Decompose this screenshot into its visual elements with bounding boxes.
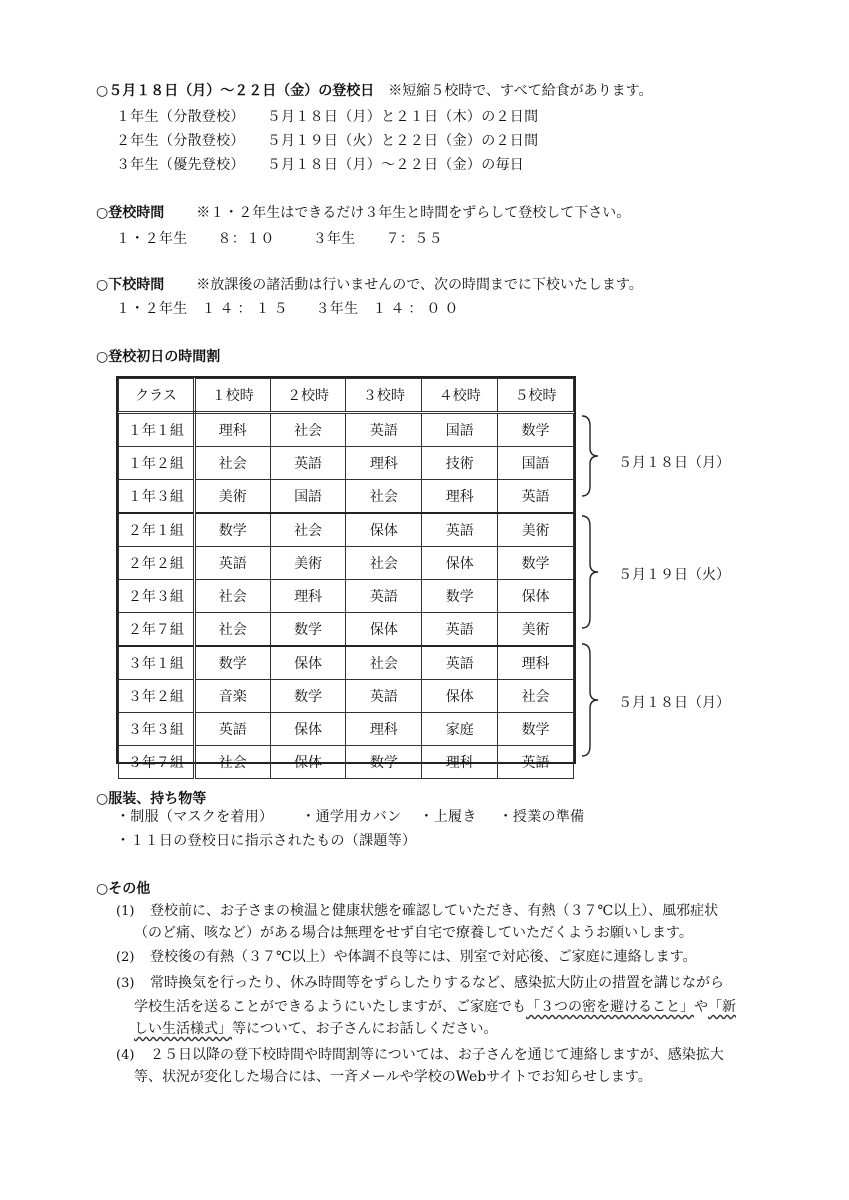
note-3-line-2-text: 学校生活を送ることができるようにいたしますが、ご家庭でも xyxy=(134,999,526,1015)
section-3-note: ※放課後の諸活動は行いませんので、次の時間までに下校いたします。 xyxy=(196,277,643,293)
note-1 xyxy=(150,900,790,922)
section-4-heading: ○登校初日の時間割 xyxy=(96,349,221,365)
brace-group-3 xyxy=(580,642,604,758)
timetable-subject-cell: 数学 xyxy=(346,746,422,779)
timetable-subject-cell: 英語 xyxy=(422,613,498,647)
note-4-line-1: ２５日以降の登下校時間や時間割等については、お子さんを通じて連絡しますが、感染拡大 xyxy=(150,1047,724,1063)
new-lifestyle-phrase-start: 「新 xyxy=(708,999,736,1015)
timetable-subject-cell: 理科 xyxy=(270,580,346,613)
section-5-heading: ○服装、持ち物等 xyxy=(96,791,207,807)
timetable-subject-cell: 家庭 xyxy=(422,713,498,746)
timetable-subject-cell: 数学 xyxy=(194,513,270,547)
dismissal-g12-time: １４：１５ xyxy=(201,301,292,317)
timetable-subject-cell: 英語 xyxy=(346,580,422,613)
timetable-subject-cell: 英語 xyxy=(346,680,422,713)
timetable-subject-cell: 国語 xyxy=(270,480,346,514)
section-2-note: ※１・２年生はできるだけ３年生と時間をずらして登校して下さい。 xyxy=(196,205,631,221)
timetable-subject-cell: 社会 xyxy=(346,646,422,680)
section-2-heading-text: ○登校時間 xyxy=(96,205,165,221)
timetable-subject-cell: 保体 xyxy=(270,646,346,680)
timetable-subject-cell: 保体 xyxy=(422,547,498,580)
item-uniform: ・制服（マスクを着用） xyxy=(116,809,274,825)
timetable-subject-cell: 英語 xyxy=(422,646,498,680)
timetable-row xyxy=(119,680,574,713)
timetable-subject-cell: 数学 xyxy=(498,713,574,746)
new-lifestyle-phrase-end: しい生活様式」 xyxy=(134,1021,232,1037)
timetable-subject-cell: 数学 xyxy=(270,613,346,647)
item-bag: ・通学用カバン xyxy=(301,809,402,825)
arrival-g12-label: １・２年生 xyxy=(116,231,188,247)
timetable-subject-cell: 保体 xyxy=(498,580,574,613)
timetable-subject-cell: 理科 xyxy=(346,713,422,746)
timetable-subject-cell: 英語 xyxy=(498,746,574,779)
grade1-schedule xyxy=(116,106,538,126)
note-4 xyxy=(150,1044,800,1066)
timetable-row xyxy=(119,580,574,613)
timetable-class-cell: ３年２組 xyxy=(119,680,195,713)
timetable-subject-cell: 技術 xyxy=(422,447,498,480)
belongings-line-2: ・１１日の登校日に指示されたもの（課題等） xyxy=(116,833,417,849)
timetable-class-cell: ２年７組 xyxy=(119,613,195,647)
timetable-subject-cell: 国語 xyxy=(498,447,574,480)
timetable-subject-cell: 理科 xyxy=(346,447,422,480)
timetable-subject-cell: 保体 xyxy=(346,613,422,647)
timetable-subject-cell: 社会 xyxy=(194,447,270,480)
timetable-row xyxy=(119,513,574,547)
section-1-heading-text: ○５月１８日（月）〜２２日（金）の登校日 xyxy=(96,83,375,99)
timetable-subject-cell: 数学 xyxy=(422,580,498,613)
dismissal-g3-time: １４：００ xyxy=(372,301,463,317)
grade2-detail: ５月１９日（火）と２２日（金）の２日間 xyxy=(266,133,539,149)
timetable-subject-cell: 保体 xyxy=(422,680,498,713)
timetable-subject-cell: 英語 xyxy=(194,713,270,746)
timetable-header-cell: ４校時 xyxy=(422,379,498,413)
note-1-line-1: 登校前に、お子さまの検温と健康状態を確認していただき、有熱（３７℃以上）、風邪症状 xyxy=(150,903,719,919)
note-3-line-1: 常時換気を行ったり、休み時間等をずらしたりするなど、感染拡大防止の措置を講じながら xyxy=(150,975,724,991)
section-3-heading-text: ○下校時間 xyxy=(96,277,165,293)
timetable-subject-cell: 数学 xyxy=(270,680,346,713)
grade3-detail: ５月１８日（月）〜２２日（金）の毎日 xyxy=(266,157,525,173)
timetable-subject-cell: 理科 xyxy=(194,413,270,447)
section-1-heading xyxy=(96,80,653,100)
timetable-row xyxy=(119,613,574,647)
grade3-label: ３年生（優先登校） xyxy=(116,157,245,173)
timetable-row xyxy=(119,447,574,480)
brace-group-2 xyxy=(580,514,604,630)
note-2 xyxy=(150,946,790,968)
timetable-class-cell: ２年１組 xyxy=(119,513,195,547)
timetable-subject-cell: 英語 xyxy=(498,480,574,514)
note-4-line-2: 等、状況が変化した場合には、一斉メールや学校のWebサイトでお知らせします。 xyxy=(134,1069,652,1085)
timetable xyxy=(116,376,576,771)
section-6-heading: ○その他 xyxy=(96,881,151,897)
note-2-number: (2) xyxy=(116,950,135,965)
timetable-subject-cell: 数学 xyxy=(498,413,574,447)
timetable-subject-cell: 社会 xyxy=(346,480,422,514)
timetable-subject-cell: 社会 xyxy=(270,413,346,447)
grade1-detail: ５月１８日（月）と２１日（木）の２日間 xyxy=(266,109,539,125)
item-indoor-shoes: ・上履き xyxy=(419,809,477,825)
note-3-line-3-text: 等について、お子さんにお話しください。 xyxy=(232,1021,498,1037)
dismissal-g12-label: １・２年生 xyxy=(116,301,188,317)
timetable-subject-cell: 美術 xyxy=(498,613,574,647)
timetable-subject-cell: 国語 xyxy=(422,413,498,447)
grade2-label: ２年生（分散登校） xyxy=(116,133,245,149)
timetable-subject-cell: 数学 xyxy=(498,547,574,580)
timetable-subject-cell: 保体 xyxy=(270,746,346,779)
timetable-class-cell: ３年１組 xyxy=(119,646,195,680)
note-2-line-1: 登校後の有熱（３７℃以上）や体調不良等には、別室で対応後、ご家庭に連絡します。 xyxy=(150,949,697,965)
note-3 xyxy=(150,972,790,994)
note-4-number: (4) xyxy=(116,1048,135,1063)
timetable-row xyxy=(119,480,574,514)
timetable-header-cell: クラス xyxy=(119,379,195,413)
timetable-row xyxy=(119,646,574,680)
arrival-g12-time: ８：１０ xyxy=(217,231,275,247)
timetable-subject-cell: 美術 xyxy=(270,547,346,580)
timetable-class-cell: ３年７組 xyxy=(119,746,195,779)
timetable-subject-cell: 理科 xyxy=(498,646,574,680)
section-2-heading xyxy=(96,202,630,222)
item-class-prep: ・授業の準備 xyxy=(498,809,585,825)
note-4-cont xyxy=(134,1066,804,1088)
timetable-class-cell: ３年３組 xyxy=(119,713,195,746)
timetable-subject-cell: 社会 xyxy=(194,580,270,613)
group-3-date: ５月１８日（月） xyxy=(618,695,730,711)
timetable-row xyxy=(119,746,574,779)
timetable-header-cell: １校時 xyxy=(194,379,270,413)
note-1-cont xyxy=(134,922,794,944)
grade2-schedule xyxy=(116,130,538,150)
timetable-subject-cell: 英語 xyxy=(422,513,498,547)
note-3-line-2 xyxy=(134,996,804,1018)
arrival-g3-label: ３年生 xyxy=(312,231,356,247)
belongings-line-1 xyxy=(116,806,584,826)
timetable-subject-cell: 社会 xyxy=(270,513,346,547)
group-1-date: ５月１８日（月） xyxy=(618,455,730,471)
note-3-connector: や xyxy=(694,999,708,1015)
group-2-date: ５月１９日（火） xyxy=(618,567,730,583)
timetable-subject-cell: 理科 xyxy=(422,480,498,514)
note-3-number: (3) xyxy=(116,976,135,991)
timetable-class-cell: １年１組 xyxy=(119,413,195,447)
timetable-subject-cell: 音楽 xyxy=(194,680,270,713)
timetable-header-cell: ２校時 xyxy=(270,379,346,413)
timetable-subject-cell: 美術 xyxy=(194,480,270,514)
timetable-subject-cell: 社会 xyxy=(498,680,574,713)
timetable-subject-cell: 英語 xyxy=(194,547,270,580)
timetable-subject-cell: 英語 xyxy=(270,447,346,480)
timetable-class-cell: １年３組 xyxy=(119,480,195,514)
timetable-row xyxy=(119,413,574,447)
dismissal-g3-label: ３年生 xyxy=(315,301,359,317)
timetable-header-row xyxy=(119,379,574,413)
timetable-subject-cell: 社会 xyxy=(346,547,422,580)
timetable-subject-cell: 英語 xyxy=(346,413,422,447)
section-1-note: ※短縮５校時で、すべて給食があります。 xyxy=(388,83,653,99)
section-3-heading xyxy=(96,274,643,294)
timetable-class-cell: １年２組 xyxy=(119,447,195,480)
timetable-subject-cell: 美術 xyxy=(498,513,574,547)
grade3-schedule xyxy=(116,154,524,174)
timetable-subject-cell: 社会 xyxy=(194,613,270,647)
dismissal-times xyxy=(116,298,462,318)
timetable-class-cell: ２年２組 xyxy=(119,547,195,580)
arrival-times xyxy=(116,228,443,248)
note-3-cont xyxy=(134,996,804,1040)
arrival-g3-time: ７：５５ xyxy=(385,231,443,247)
timetable-subject-cell: 理科 xyxy=(422,746,498,779)
timetable-subject-cell: 社会 xyxy=(194,746,270,779)
timetable-subject-cell: 数学 xyxy=(194,646,270,680)
timetable-subject-cell: 保体 xyxy=(270,713,346,746)
grade1-label: １年生（分散登校） xyxy=(116,109,245,125)
note-1-number: (1) xyxy=(116,904,135,919)
brace-group-1 xyxy=(580,414,604,498)
timetable-subject-cell: 保体 xyxy=(346,513,422,547)
timetable-header-cell: ３校時 xyxy=(346,379,422,413)
timetable-grid xyxy=(118,378,574,779)
timetable-row xyxy=(119,713,574,746)
timetable-row xyxy=(119,547,574,580)
timetable-class-cell: ２年３組 xyxy=(119,580,195,613)
note-1-line-2: （のど痛、咳など）がある場合は無理をせず自宅で療養していただくようお願いします。 xyxy=(134,925,693,941)
note-3-line-3 xyxy=(134,1018,804,1040)
timetable-header-cell: ５校時 xyxy=(498,379,574,413)
three-cs-phrase: 「３つの密を避けること」 xyxy=(526,999,694,1015)
